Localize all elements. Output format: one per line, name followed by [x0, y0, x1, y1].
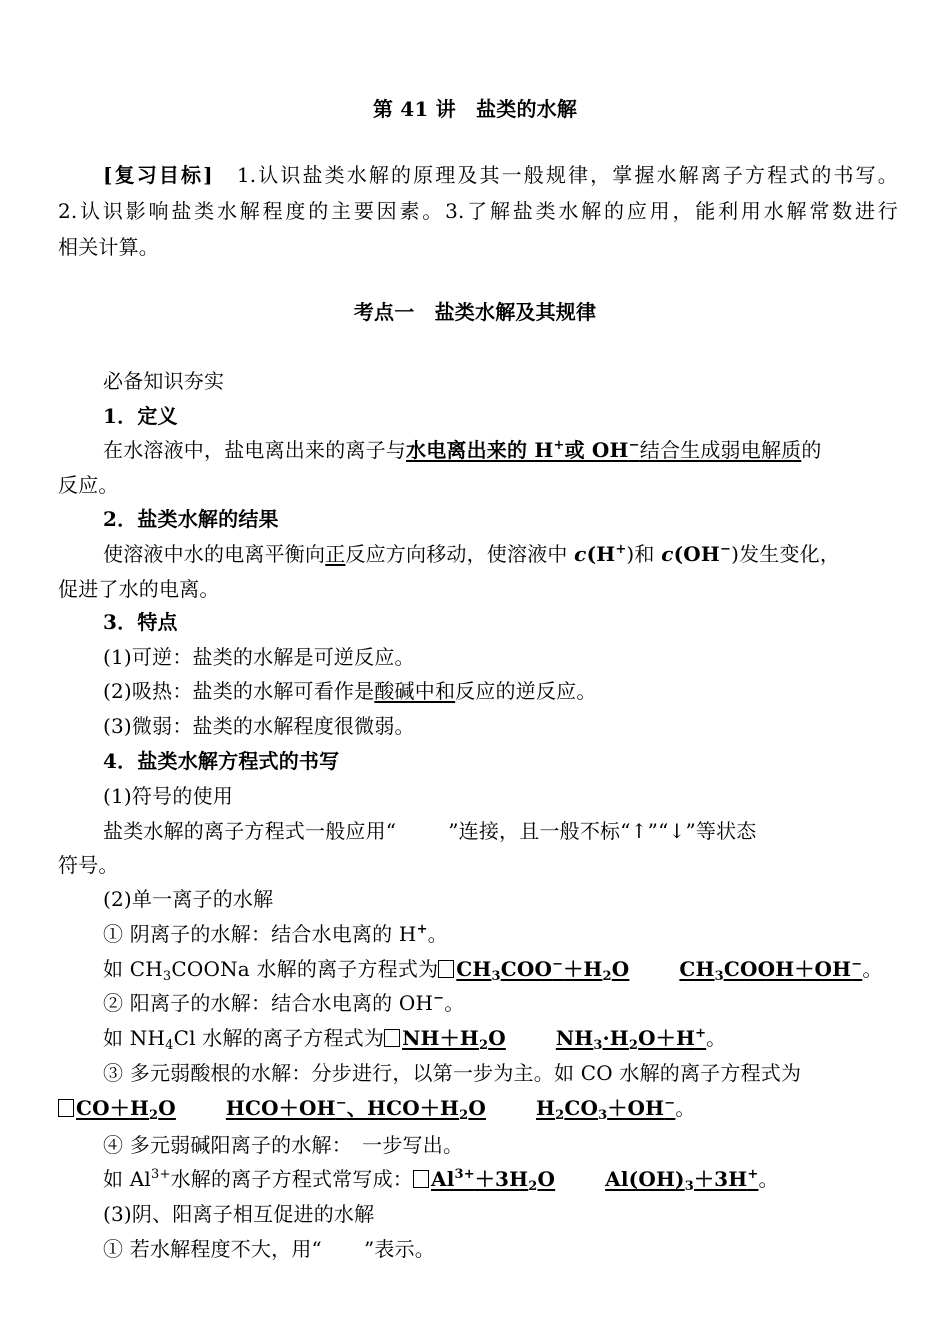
aluminium-example: 如 $Al^{3+}$水解的离子方程式常写成： $Al^{3+}+3H_2O$ $Al(OH)_3+3H^+$。 — [103, 1167, 779, 1194]
polyprotic-acid-text: ③ 多元弱酸根的水解：分步进行，以第一步为主。如 CO 水解的离子方程式为 — [103, 1061, 802, 1085]
checkbox-icon — [438, 960, 454, 978]
anion-example: 如 $CH_3COONa$ 水解的离子方程式为 $CH_3COO^-+H_2O$ $CH_3COOH+OH^-$。 — [103, 957, 883, 984]
symbol-usage-text-2: 符号。 — [58, 853, 119, 877]
polybase-cation-text: ④ 多元弱碱阳离子的水解： 一步写出。 — [103, 1133, 464, 1157]
result-text-line-2: 促进了水的电离。 — [58, 577, 220, 601]
symbol-usage-heading: (1)符号的使用 — [103, 784, 233, 808]
definition-text-line-1: 在水溶液中，盐电离出来的离子与水电离出来的 H+或 OH−结合生成弱电解质的 — [103, 438, 822, 462]
mutual-hydrolysis-text: ① 若水解程度不大，用“ ”表示。 — [103, 1237, 436, 1261]
checkbox-icon — [413, 1170, 429, 1188]
cation-equation: $NH+H_2O$ $NH_3\cdot H_2O+H^+$ — [402, 1026, 707, 1053]
feature-weak: (3)微弱：盐类的水解程度很微弱。 — [103, 714, 415, 738]
knowledge-heading: 必备知识夯实 — [103, 369, 225, 393]
cation-hydrolysis: ② 阳离子的水解：结合水电离的 OH−。 — [103, 991, 465, 1015]
feature-answer: 酸碱中和 — [374, 679, 456, 703]
feature-reversible: (1)可逆：盐类的水解是可逆反应。 — [103, 645, 415, 669]
cation-example: 如 $NH_4Cl$ 水解的离子方程式为 $NH+H_2O$ $NH_3\cdot H_2O+H^+$。 — [103, 1026, 727, 1053]
mutual-hydrolysis-heading: (3)阴、阳离子相互促进的水解 — [103, 1202, 375, 1226]
result-heading: 2．盐类水解的结果 — [103, 507, 279, 531]
review-goals-line-2: 2.认识影响盐类水解程度的主要因素。3.了解盐类水解的应用，能利用水解常数进行 — [58, 199, 898, 223]
polyprotic-equation-line: $CO+H_2O$ HCO＋OH−、$HCO+H_2O$ $H_2CO_3+OH^-$。 — [58, 1093, 898, 1123]
equation-heading: 4．盐类水解方程式的书写 — [103, 749, 340, 773]
checkbox-icon — [58, 1099, 74, 1117]
result-answer: 正 — [325, 542, 346, 566]
checkbox-icon — [384, 1029, 400, 1047]
review-goals-text-1: 1.认识盐类水解的原理及其一般规律，掌握水解离子方程式的书写。 — [236, 163, 898, 187]
features-heading: 3．特点 — [103, 610, 178, 634]
definition-heading: 1．定义 — [103, 404, 178, 428]
anion-hydrolysis: ① 阴离子的水解：结合水电离的 H+。 — [103, 922, 448, 946]
definition-text: 在水溶液中，盐电离出来的离子与 — [103, 438, 406, 462]
review-goals-line-3: 相关计算。 — [58, 235, 159, 259]
single-ion-heading: (2)单一离子的水解 — [103, 887, 274, 911]
section-title: 考点一 盐类水解及其规律 — [353, 300, 597, 324]
review-goals-label: [复习目标] — [103, 163, 213, 187]
anion-equation: $CH_3COO^-+H_2O$ $CH_3COOH+OH^-$ — [456, 957, 863, 984]
feature-endothermic: (2)吸热：盐类的水解可看作是酸碱中和反应的逆反应。 — [103, 679, 597, 703]
symbol-usage-text-1: 盐类水解的离子方程式一般应用“ ”连接，且一般不标“↑”“↓”等状态 — [103, 819, 757, 843]
page-title: 第 41 讲 盐类的水解 — [372, 97, 578, 121]
result-text-line-1: 使溶液中水的电离平衡向正反应方向移动，使溶液中 c(H+)和 c(OH−)发生变化， — [103, 542, 841, 566]
polyprotic-equation: $CO+H_2O$ HCO＋OH−、$HCO+H_2O$ $H_2CO_3+OH^-$ — [76, 1096, 676, 1123]
aluminium-equation: $Al^{3+}+3H_2O$ $Al(OH)_3+3H^+$ — [430, 1167, 759, 1194]
review-goals-line-1 — [103, 160, 898, 190]
definition-text-line-2: 反应。 — [58, 473, 119, 497]
definition-answer: 水电离出来的 H+或 OH−结合生成弱电解质 — [406, 438, 802, 462]
